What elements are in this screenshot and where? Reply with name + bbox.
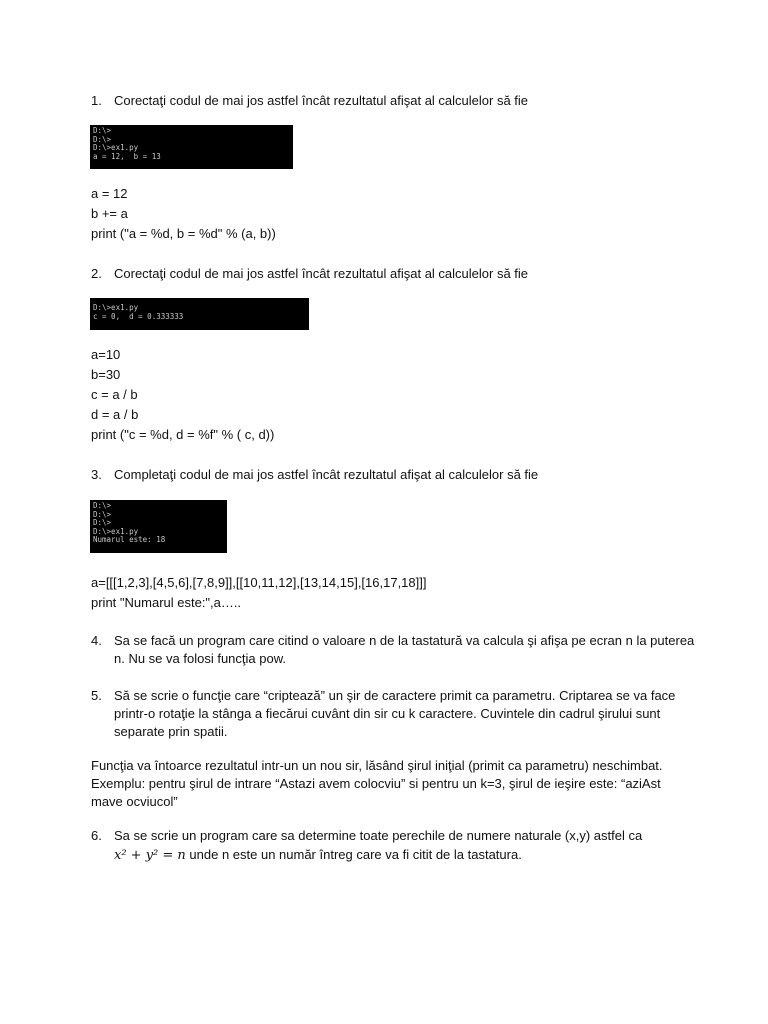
exercise-2-terminal-screenshot [90,298,309,330]
terminal-line: D:\>ex1.py [93,526,139,536]
terminal-line: D:\> [93,134,112,144]
exercise-5-paragraph-line: mave ocviucol” [91,794,178,809]
exercise-5-number: 5. [91,688,102,703]
code-line: b += a [91,206,128,221]
terminal-line: D:\>ex1.py [93,303,139,312]
exercise-4-number: 4. [91,633,102,648]
exercise-6-line-2 [114,846,522,865]
exercise-5-paragraph-line: Funcţia va întoarce rezultatul intr-un un nou sir, lăsând şirul iniţial (primit ca parametru) neschimbat. [91,758,663,773]
exercise-5-paragraph-line: Exemplu: pentru şirul de intrare “Astazi avem colocviu” si pentru un k=3, şirul de ieşire este: “aziAst [91,776,661,791]
exercise-6-line: Sa se scrie un program care sa determine toate perechile de numere naturale (x,y) astfel ca [114,828,643,843]
terminal-line: a = 12, b = 13 [93,151,161,161]
terminal-line: D:\> [93,126,112,135]
code-line: print "Numarul este:",a….. [91,595,242,610]
exercise-5-line: Să se scrie o funcţie care “criptează” un şir de caractere primit ca parametru. Criptarea se va face [114,688,676,703]
code-line: print ("c = %d, d = %f" % ( c, d)) [91,427,275,442]
terminal-line: c = 0, d = 0.333333 [93,311,184,321]
exercise-2-text: Corectaţi codul de mai jos astfel încât rezultatul afişat al calculelor să fie [114,266,529,281]
code-line: a=[[[1,2,3],[4,5,6],[7,8,9]],[[10,11,12],[13,14,15],[16,17,18]]] [91,575,427,590]
exercise-1-number: 1. [91,93,102,108]
exercise-3-text: Completaţi codul de mai jos astfel încât rezultatul afişat al calculelor să fie [114,467,539,482]
terminal-line: D:\> [93,509,112,519]
terminal-line: D:\> [93,501,112,510]
terminal-line: D:\>ex1.py [93,143,139,152]
exercise-5-line: printr-o rotaţie la stânga a fiecărui cuvânt din sir cu k caractere. Cuvintele din cadrul şirului sunt [114,706,661,721]
code-line: d = a / b [91,407,139,422]
exercise-1-text: Corectaţi codul de mai jos astfel încât rezultatul afişat al calculelor să fie [114,93,529,108]
exercise-4-line: Sa se facă un program care citind o valoare n de la tastatură va calcula şi afişa pe ecran n la puterea [114,633,695,648]
math-formula: x² + y² = n [114,848,186,863]
exercise-3-number: 3. [91,467,102,482]
terminal-line: Numarul este: 18 [93,535,166,544]
exercise-5-line: separate prin spatii. [114,724,228,739]
code-line: print ("a = %d, b = %d" % (a, b)) [91,226,276,241]
exercise-2-number: 2. [91,266,102,281]
code-line: c = a / b [91,387,138,402]
code-line: b=30 [91,367,121,382]
exercise-3-terminal-screenshot [90,500,227,553]
exercise-6-line-rest: unde n este un număr întreg care va fi citit de la tastatura. [185,847,522,862]
exercise-4-line: n. Nu se va folosi funcţia pow. [114,651,286,666]
terminal-line: D:\> [93,518,112,527]
exercise-6-number: 6. [91,828,102,843]
code-line: a=10 [91,347,121,362]
exercise-1-terminal-screenshot [90,125,293,169]
code-line: a = 12 [91,186,128,201]
